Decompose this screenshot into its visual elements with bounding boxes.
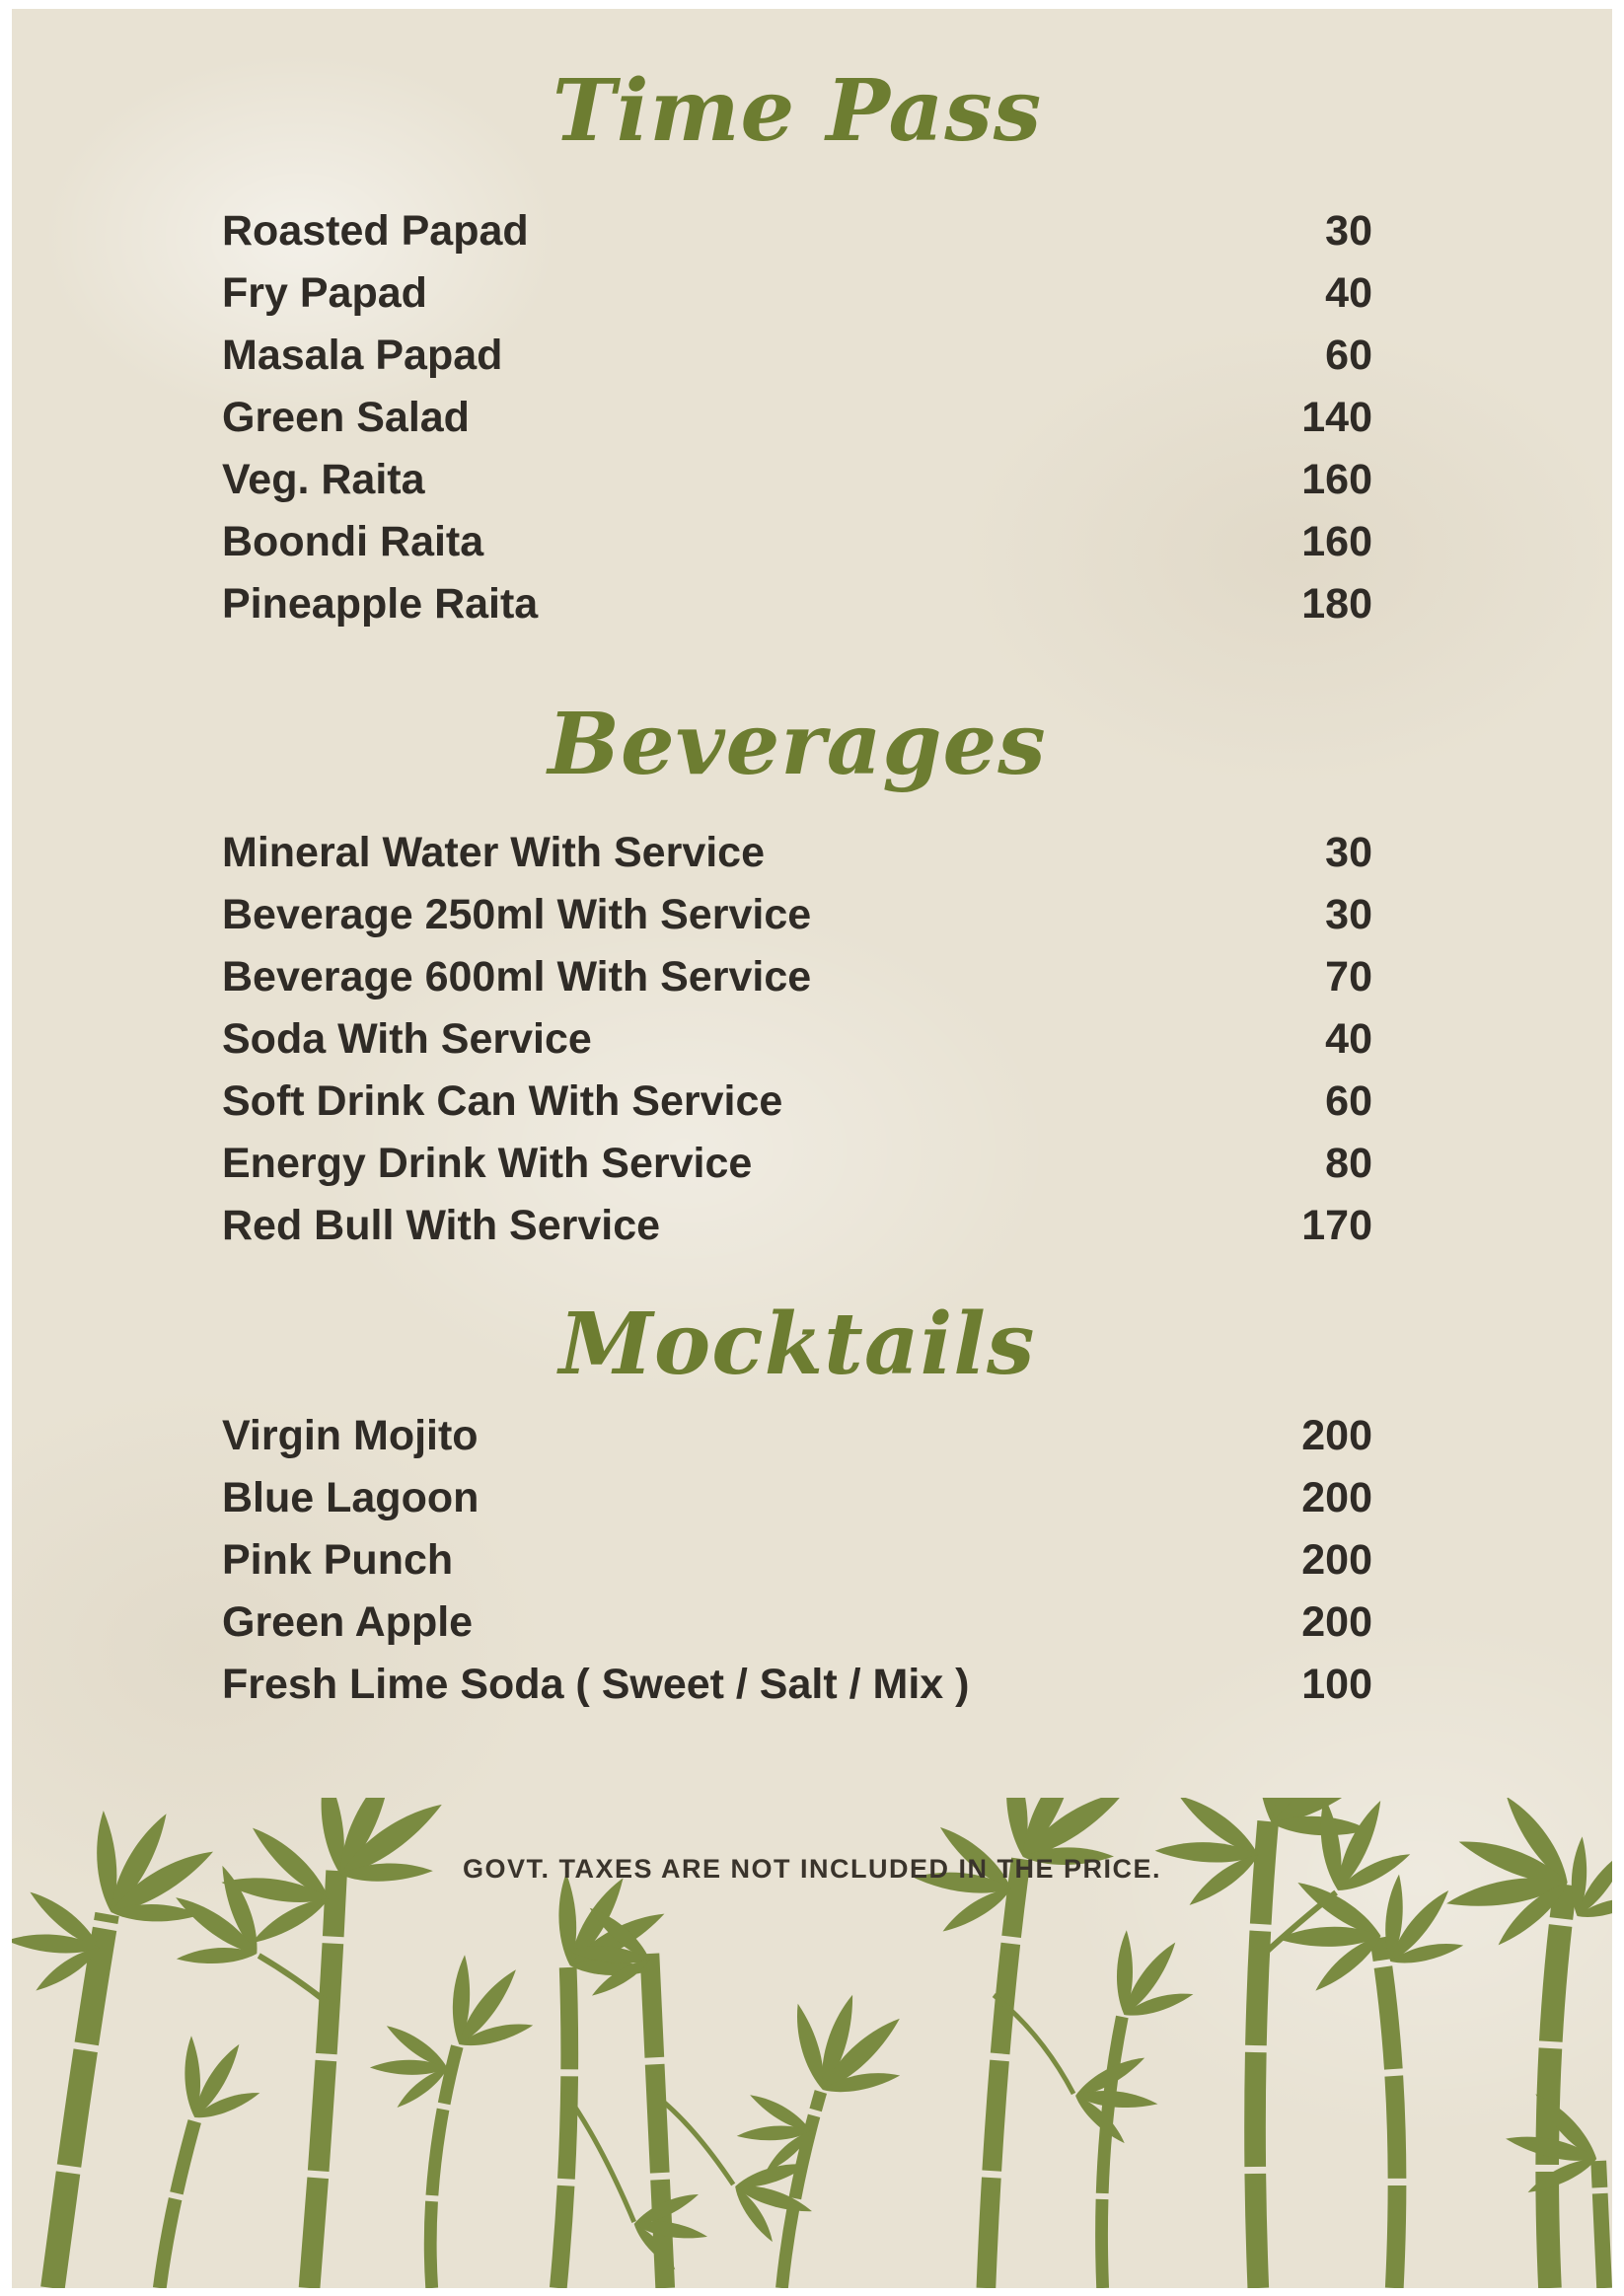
menu-item-price: 70: [1325, 953, 1372, 1001]
menu-item-name: Boondi Raita: [222, 518, 484, 566]
menu-item-row: [222, 953, 1372, 1015]
paper-background: [12, 9, 1612, 2288]
menu-item-name: Green Salad: [222, 394, 470, 442]
menu-item-price: 40: [1325, 269, 1372, 318]
menu-item-name: Blue Lagoon: [222, 1473, 480, 1521]
menu-item-row: [222, 1598, 1372, 1661]
menu-item-price: 80: [1325, 1140, 1372, 1188]
menu-item-name: Energy Drink With Service: [222, 1140, 753, 1188]
menu-item-name: Green Apple: [222, 1597, 474, 1646]
menu-item-price: 140: [1301, 394, 1372, 442]
menu-item-price: 160: [1301, 456, 1372, 504]
menu-item-row: [222, 456, 1372, 518]
menu-item-row: [222, 394, 1372, 456]
menu-item-name: Pineapple Raita: [222, 580, 539, 629]
menu-item-name: Roasted Papad: [222, 207, 529, 256]
menu-item-row: [222, 1661, 1372, 1723]
section-list-beverages: [222, 829, 1372, 1264]
menu-item-price: 40: [1325, 1015, 1372, 1064]
menu-item-row: [222, 1202, 1372, 1264]
tax-disclaimer: GOVT. TAXES ARE NOT INCLUDED IN THE PRICE.: [462, 1854, 1162, 1884]
menu-item-row: [222, 332, 1372, 394]
menu-item-price: 180: [1301, 580, 1372, 629]
menu-item-row: [222, 1077, 1372, 1140]
menu-item-price: 200: [1301, 1473, 1372, 1521]
menu-item-price: 60: [1325, 1077, 1372, 1126]
menu-item-price: 200: [1301, 1535, 1372, 1584]
section-list-mocktails: [222, 1412, 1372, 1723]
section-title-mocktails: Mocktails: [558, 1295, 1036, 1395]
menu-content: [12, 60, 1612, 1723]
menu-item-name: Fry Papad: [222, 269, 427, 318]
menu-item-name: Beverage 250ml With Service: [222, 891, 812, 939]
menu-item-row: [222, 269, 1372, 332]
menu-item-row: [222, 1015, 1372, 1077]
menu-item-price: 200: [1301, 1411, 1372, 1459]
menu-item-name: Veg. Raita: [222, 456, 425, 504]
menu-item-row: [222, 1474, 1372, 1536]
menu-item-name: Mineral Water With Service: [222, 829, 766, 877]
menu-item-row: [222, 1536, 1372, 1598]
menu-item-name: Red Bull With Service: [222, 1202, 661, 1250]
section-title-beverages: Beverages: [548, 695, 1047, 795]
menu-item-name: Fresh Lime Soda ( Sweet / Salt / Mix ): [222, 1660, 970, 1708]
menu-item-price: 170: [1301, 1202, 1372, 1250]
menu-item-row: [222, 518, 1372, 580]
menu-item-price: 60: [1325, 332, 1372, 380]
menu-item-name: Virgin Mojito: [222, 1411, 479, 1459]
menu-item-price: 160: [1301, 518, 1372, 566]
menu-item-name: Pink Punch: [222, 1535, 454, 1584]
menu-item-price: 200: [1301, 1597, 1372, 1646]
menu-item-name: Beverage 600ml With Service: [222, 953, 812, 1001]
menu-item-price: 30: [1325, 829, 1372, 877]
menu-item-name: Soft Drink Can With Service: [222, 1077, 783, 1126]
menu-item-row: [222, 207, 1372, 269]
menu-item-row: [222, 580, 1372, 642]
menu-item-price: 30: [1325, 207, 1372, 256]
menu-item-price: 100: [1301, 1660, 1372, 1708]
menu-item-name: Soda With Service: [222, 1015, 592, 1064]
menu-item-row: [222, 891, 1372, 953]
section-list-time-pass: [222, 207, 1372, 642]
menu-item-name: Masala Papad: [222, 332, 503, 380]
menu-item-price: 30: [1325, 891, 1372, 939]
menu-item-row: [222, 1140, 1372, 1202]
section-title-time-pass: Time Pass: [552, 61, 1043, 161]
menu-item-row: [222, 829, 1372, 891]
menu-item-row: [222, 1412, 1372, 1474]
